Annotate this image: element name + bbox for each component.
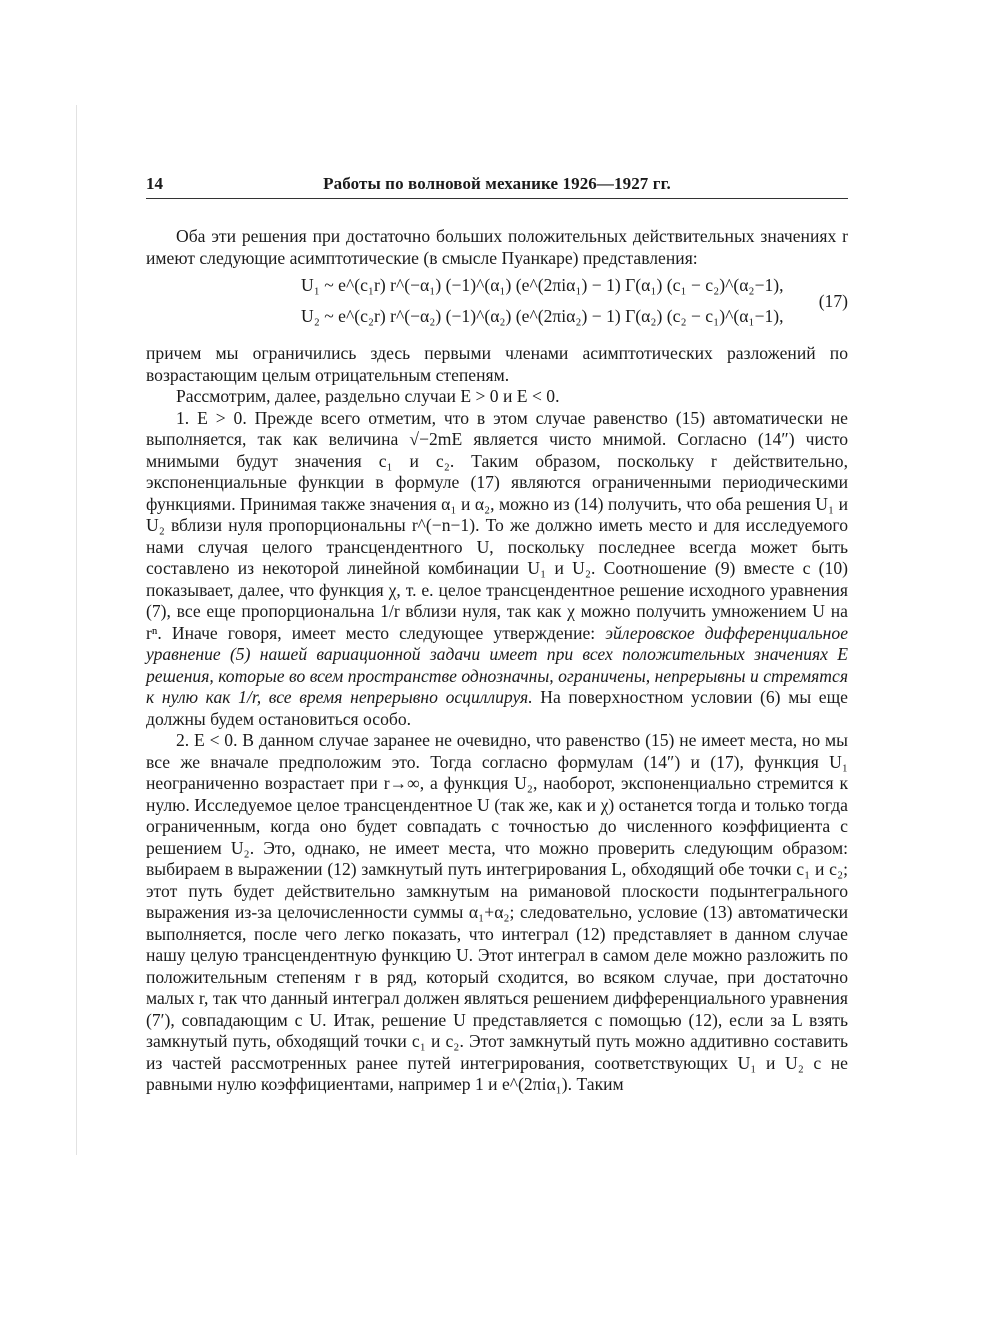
- paragraph-4-italic-statement: эйлеровское дифференциальное уравнение (5) нашей вариационной задачи имеет при всех положительных значениях E решения, которые во всем пространстве однозначны, ограничены, непрерывны и стремятся к нулю как 1/r, все время непрерывно осциллируя.: [146, 622, 849, 707]
- header-rule: [146, 198, 848, 199]
- paragraph-4-text-b: На поверхностном условии (6) мы еще должны будем остановиться особо.: [146, 687, 848, 729]
- page-edge-line: [76, 105, 77, 1155]
- paragraph-2: причем мы ограничились здесь первыми членами асимптотических разложений по возрастающим целым отрицательным степеням.: [146, 343, 848, 385]
- paragraph-3: Рассмотрим, далее, раздельно случаи E > 0 и E < 0.: [176, 386, 560, 406]
- paragraph-4: [146, 408, 848, 731]
- paragraph-5: 2. E < 0. В данном случае заранее не очевидно, что равенство (15) не имеет места, но мы все же вначале предположим это. Тогда согласно формулам (14″) и (17), функция U₁ неограниченно возрастает при r→∞, а функция U₂, наоборот, экспоненциально стремится к нулю. Исследуемое целое трансцендентное U (так же, как и χ) останется тогда и только тогда ограниченным, когда оно будет совпадать с точностью до численного коэффициента с решением U₂. Это, однако, не имеет места, что можно проверить следующим образом: выбираем в выражении (12) замкнутый путь интегрирования L, обходящий обе точки c₁ и c₂; этот путь будет действительно замкнутым на римановой плоскости подынтегрального выражения из-за целочисленности суммы α₁+α₂; следовательно, условие (13) автоматически выполняется, после чего легко показать, что интеграл (12) представляет в данном случае нашу целую трансцендентную функцию U. Этот интеграл в самом деле можно разложить по положительным степеням r в ряд, который сходится, во всяком случае, при достаточно малых r, так что данный интеграл должен являться решением дифференциального уравнения (7′), совпадающим с U. Итак, решение U представляется с помощью (12), если за L взять замкнутый путь, обходящий точки c₁ и c₂. Этот замкнутый путь можно аддитивно составить из частей рассмотренных ранее путей интегрирования, соответствующих U₁ и U₂ с не равными нулю коэффициентами, например 1 и e^(2πiα₁). Таким: [146, 730, 848, 1094]
- running-title: Работы по волновой механике 1926—1927 гг.: [323, 174, 671, 193]
- page-header: [146, 172, 848, 198]
- page-body: [146, 226, 848, 1096]
- equation-number: (17): [818, 291, 848, 311]
- paragraph-4-text-a: 1. E > 0. Прежде всего отметим, что в этом случае равенство (15) автоматически не выполняется, так как величина √−2mE является чисто мнимой. Согласно (14″) чисто мнимыми будут значения c₁ и c₂. Таким образом, поскольку r действительно, экспоненциальные функции в формуле (17) являются ограниченными периодическими функциями. Принимая также значения α₁ и α₂, можно из (14) получить, что оба решения U₁ и U₂ вблизи нуля пропорциональны r^(−n−1). То же должно иметь место и для исследуемого нами случая целого трансцендентного U, поскольку последнее всегда может быть составлено из некоторой линейной комбинации U₁ и U₂. Соотношение (9) вместе с (10) показывает, далее, что функция χ, т. е. целое трансцендентное решение исходного уравнения (7), все еще пропорциональна 1/r вблизи нуля, так как χ можно получить умножением U на rⁿ. Иначе говоря, имеет место следующее утверждение:: [146, 407, 848, 643]
- page-number: 14: [146, 174, 163, 193]
- equation-line-2: U₂ ~ e^(c₂r) r^(−α₂) (−1)^(α₂) (e^(2πiα₂) − 1) Γ(α₂) (c₂ − c₁)^(α₁−1),: [301, 306, 784, 326]
- equation-17: [146, 271, 848, 337]
- paragraph-1: Оба эти решения при достаточно больших положительных действительных значениях r имеют следующие асимптотические (в смысле Пуанкаре) представления:: [146, 226, 848, 268]
- equation-line-1: U₁ ~ e^(c₁r) r^(−α₁) (−1)^(α₁) (e^(2πiα₁) − 1) Γ(α₁) (c₁ − c₂)^(α₂−1),: [301, 275, 784, 295]
